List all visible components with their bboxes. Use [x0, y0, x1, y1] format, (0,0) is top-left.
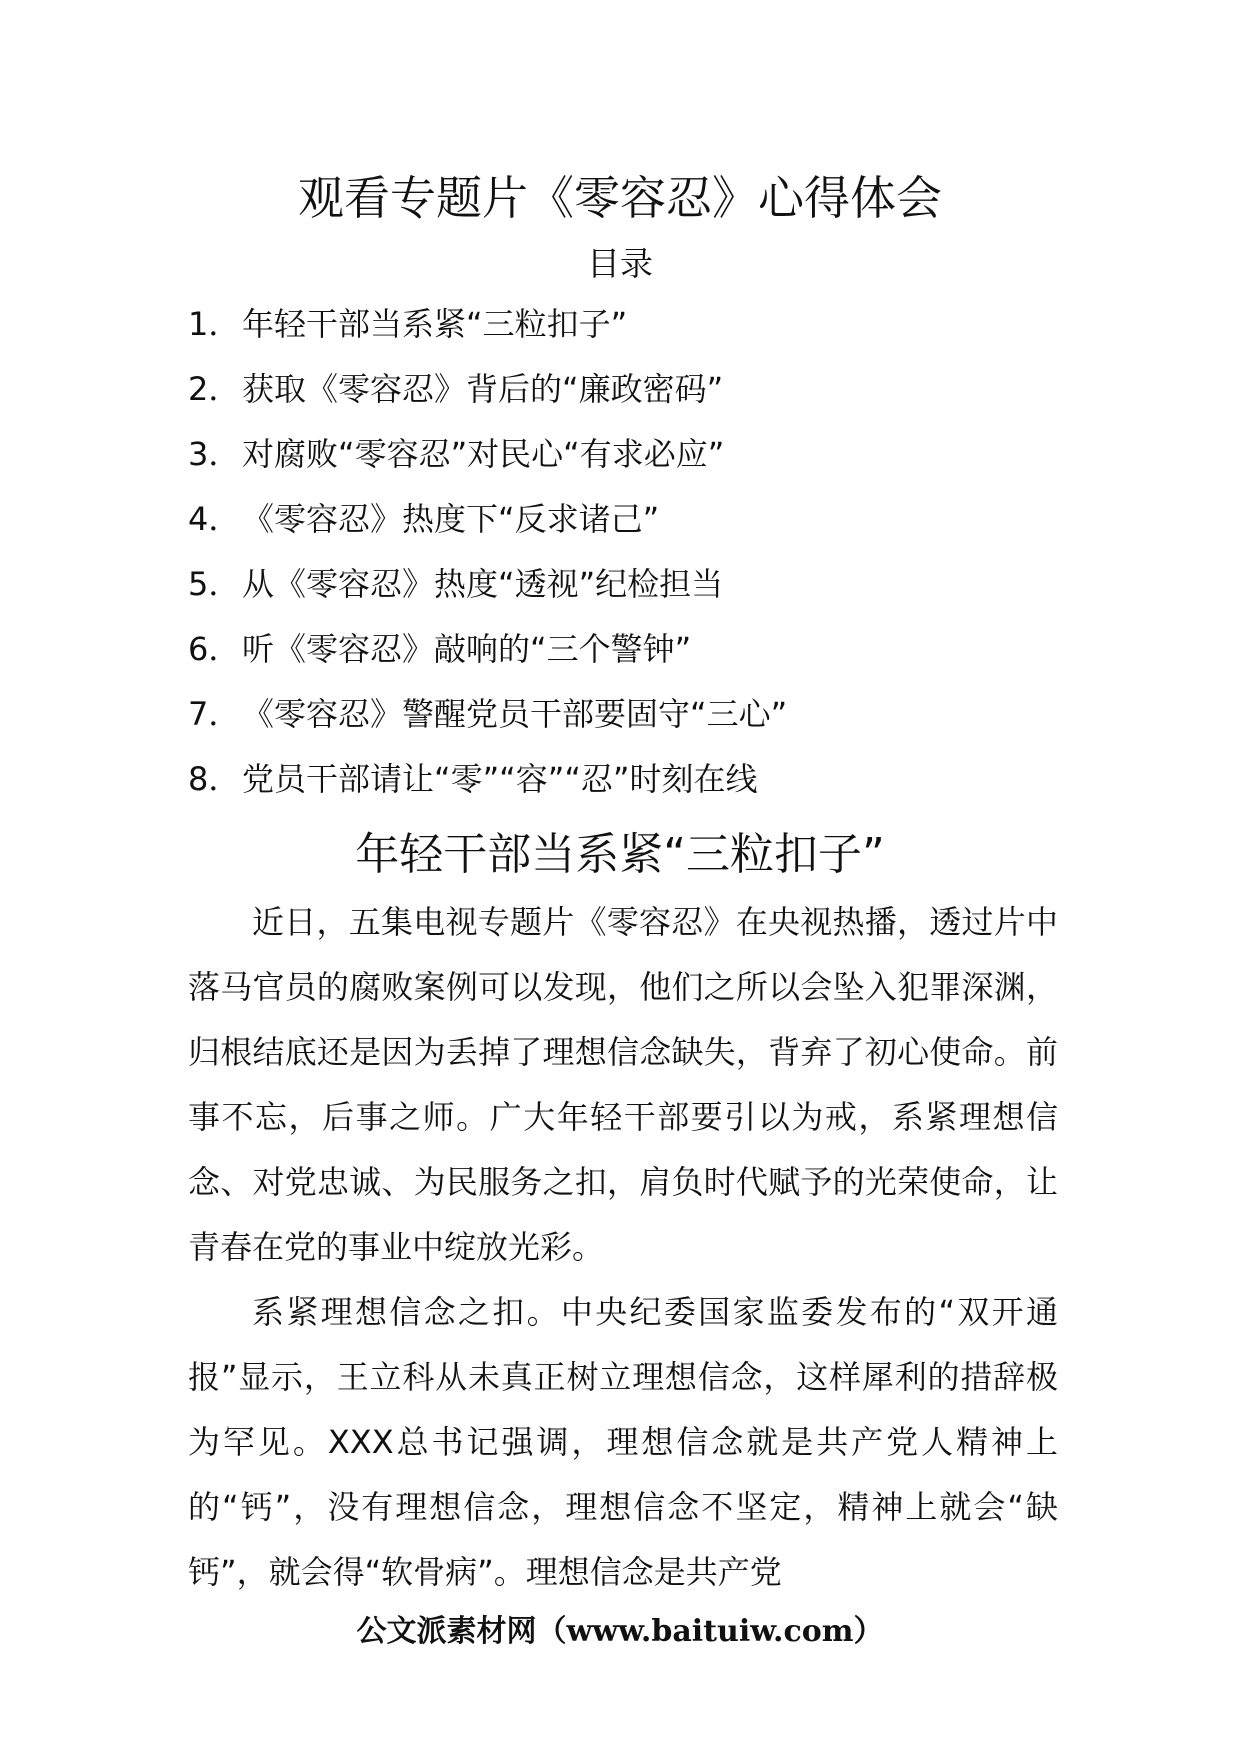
paragraph: 系紧理想信念之扣。中央纪委国家监委发布的“双开通报”显示，王立科从未真正树立理想信念，这样犀利的措辞极为罕见。XXX总书记强调，理想信念就是共产党人精神上的“钙”，没有理想信念，理想信念不坚定，精神上就会“缺钙”，就会得“软骨病”。理想信念是共产党: [188, 1293, 1058, 1591]
toc-item-text: 获取《零容忍》背后的“廉政密码”: [242, 370, 724, 408]
toc-item-number: 3．: [188, 435, 241, 473]
toc-item-number: 2．: [188, 370, 241, 408]
toc-item-number: 4．: [188, 500, 241, 538]
toc-item-number: 6．: [188, 630, 241, 668]
toc-item: [188, 560, 1068, 625]
toc-item-number: 8．: [188, 760, 241, 798]
paragraph: 近日，五集电视专题片《零容忍》在央视热播，透过片中落马官员的腐败案例可以发现，他们之所以会坠入犯罪深渊，归根结底还是因为丢掉了理想信念缺失，背弃了初心使命。前事不忘，后事之师。广大年轻干部要引以为戒，系紧理想信念、对党忠诚、为民服务之扣，肩负时代赋予的光荣使命，让青春在党的事业中绽放光彩。: [188, 903, 1058, 1266]
body-text: [188, 890, 1058, 1605]
table-of-contents: [188, 300, 1068, 820]
toc-heading: 目录: [587, 244, 653, 283]
toc-item-number: 1．: [188, 305, 241, 343]
document-title: 观看专题片《零容忍》心得体会: [298, 171, 942, 225]
toc-item-text: 年轻干部当系紧“三粒扣子”: [242, 305, 628, 343]
toc-item-text: 党员干部请让“零”“容”“忍”时刻在线: [242, 760, 758, 798]
toc-item-number: 7．: [188, 695, 241, 733]
toc-item-text: 《零容忍》警醒党员干部要固守“三心”: [242, 695, 788, 733]
toc-item: [188, 755, 1068, 820]
toc-item: [188, 495, 1068, 560]
toc-item-text: 从《零容忍》热度“透视”纪检担当: [242, 565, 724, 603]
toc-item: [188, 690, 1068, 755]
toc-item: [188, 625, 1068, 690]
toc-item-text: 对腐败“零容忍”对民心“有求必应”: [242, 435, 725, 473]
toc-item: [188, 430, 1068, 495]
toc-item-number: 5．: [188, 565, 241, 603]
toc-item-text: 听《零容忍》敲响的“三个警钟”: [242, 630, 692, 668]
section-title: 年轻干部当系紧“三粒扣子”: [355, 829, 885, 880]
footer-source: 公文派素材网（www.baituiw.com）: [356, 1614, 884, 1649]
toc-item: [188, 365, 1068, 430]
toc-item-text: 《零容忍》热度下“反求诸己”: [242, 500, 660, 538]
toc-item: [188, 300, 1068, 365]
